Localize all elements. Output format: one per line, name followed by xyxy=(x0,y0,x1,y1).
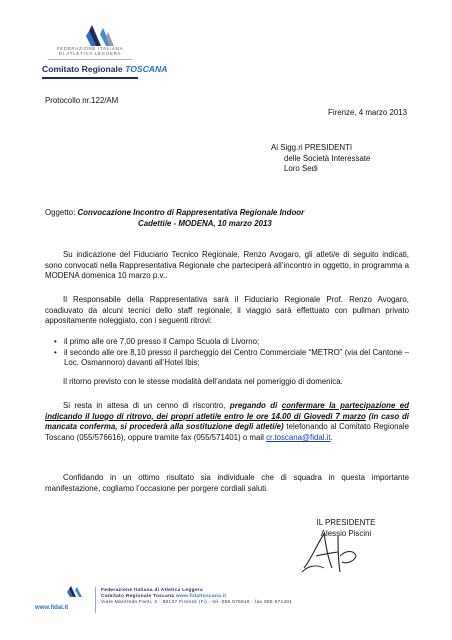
bullet-icon: • xyxy=(54,347,57,357)
federation-line-2: DI ATLETICA LEGGERA xyxy=(58,51,122,56)
list-item xyxy=(52,348,409,369)
letter-date: Firenze, 4 marzo 2013 xyxy=(328,108,407,117)
meeting-points-list xyxy=(52,337,409,369)
federation-line-1: FEDERAZIONE ITALIANA xyxy=(56,46,124,51)
substitution-note: (in caso di mancata conferma, si procederà alla sostituzione degli atleti/e) xyxy=(45,411,410,432)
recipient-line: Ai Sigg.ri PRESIDENTI xyxy=(271,143,353,152)
letterhead-logo xyxy=(40,22,168,84)
footer-fidal-logo-icon xyxy=(63,585,89,605)
list-item xyxy=(52,337,409,348)
list-item-text: il primo alle ore 7,00 presso il Campo Scuola di Livorno; xyxy=(64,337,260,346)
recipients-block xyxy=(271,143,370,175)
committee-prefix: Comitato Regionale xyxy=(42,64,126,74)
federation-name xyxy=(40,46,140,56)
recipient-line: delle Società Interessate xyxy=(284,153,371,163)
subject-label: Oggetto: xyxy=(45,208,76,217)
footer-federation: Federazione Italiana di Atletica Leggera xyxy=(101,588,203,593)
committee-name xyxy=(42,64,167,74)
signature-name: Alessio Piscini xyxy=(320,528,372,538)
paragraph-return: Il ritorno previsto con le stesse modalità dell’andata nel pomeriggio di domenica. xyxy=(63,377,343,386)
logo-underline xyxy=(42,77,138,79)
logo-divider xyxy=(48,59,132,60)
subject-title: Convocazione Incontro di Rappresentativa Regionale Indoor xyxy=(77,208,305,217)
paragraph-confirmation xyxy=(45,401,409,443)
deadline-underlined: entro le ore 14.00 di Giovedì 7 marzo xyxy=(221,411,366,421)
sentence-end: . xyxy=(330,432,333,442)
subject-block xyxy=(45,208,415,229)
footer-committee-website[interactable]: www.fidaltoscana.it xyxy=(175,594,227,599)
footer-address-block xyxy=(101,588,292,606)
protocol-number: Protocollo nr.122/AM xyxy=(45,96,119,105)
handwritten-signature-icon xyxy=(298,528,368,576)
footer-committee: Comitato Regionale Toscana xyxy=(101,594,175,599)
confirmation-request: pregando di xyxy=(229,401,282,410)
bullet-icon: • xyxy=(54,337,57,346)
signature-role: IL PRESIDENTE xyxy=(316,518,376,527)
footer-address: Viale Manfredo Fanti, 2 · 50137 Firenze (Fi) · tel. 055 576616 · fax 055 571401 xyxy=(101,600,293,605)
footer xyxy=(35,585,425,615)
footer-website[interactable]: www.fidal.it xyxy=(35,605,69,611)
contact-text: telefonando al Comitato Regionale Toscano (055/576616), oppure tramite fax (055/571401) o mail xyxy=(45,422,410,442)
paragraph-responsible: Il Responsabile della Rappresentativa sarà il Fiduciario Regionale Prof. Renzo Avogaro, coadiuvato da alcuni tecnici dello staff regionale; il viaggio sarà effettuato con pullman privato appositamente noleggiato, con i seguenti ritrovi: xyxy=(45,295,409,326)
subject-subtitle: Cadetti/e - MODENA, 10 marzo 2013 xyxy=(138,218,272,228)
list-item-text: il secondo alle ore 8,10 presso il parcheggio del Centro Commerciale “METRO” (via del Cantone – Loc. Osmannoro) davanti all’Hotel Ibis; xyxy=(64,347,409,368)
committee-region: TOSCANA xyxy=(125,64,168,74)
paragraph-convocation: Su indicazione del Fiduciario Tecnico Regionale, Renzo Avogaro, gli atleti/e di seguito indicati, sono convocati nella Rappresentativa Regionale che parteciperà all’incontro in oggetto, in programma a MODENA domenica 10 marzo p.v.. xyxy=(45,250,409,281)
confirmation-emphasis: confermare la partecipazione ed indicando il luogo di ritrovo, dei propri atleti/e xyxy=(45,401,409,421)
fidal-logo-icon xyxy=(40,22,140,62)
deadline-text xyxy=(221,412,366,421)
footer-divider xyxy=(95,587,96,613)
email-link[interactable]: cr.toscana@fidal.it xyxy=(266,432,331,442)
paragraph-closing: Confidando in un ottimo risultato sia individuale che di squadra in questa importante manifestazione, cogliamo l’occasione per porgere cordiali saluti. xyxy=(45,473,409,493)
recipient-line: Loro Sedi xyxy=(284,164,318,174)
confirmation-intro: Si resta in attesa di un cenno di riscontro, xyxy=(63,401,230,410)
